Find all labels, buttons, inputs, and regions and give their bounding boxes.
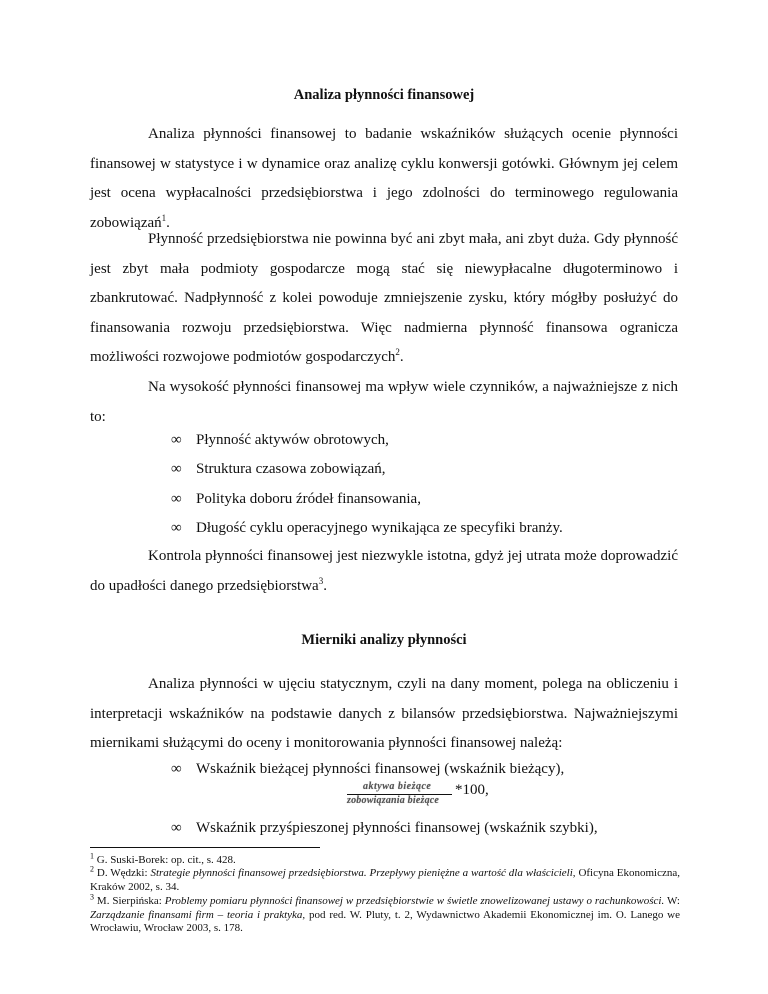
- footnote-1: [90, 851, 680, 868]
- footnote-2-number: 2: [90, 864, 94, 874]
- paragraph-measures-text: Analiza płynności w ujęciu statycznym, czyli na dany moment, polega na obliczeniu i interpretacji wskaźników na podstawie danych z bilansów przedsiębiorstwa. Najważniejszymi miernikami służącymi do oceny i monitorowania płynności finansowej należą:: [90, 676, 678, 751]
- list-item-factor-1: [171, 432, 389, 449]
- formula-numerator: aktywa bieżące: [363, 781, 432, 792]
- footnote-3-publisher: pod red. W. Pluty, t. 2, Wydawnictwo Akademii Ekonomicznej im. O. Lanego we Wrocławiu, Wrocław 2003, s. 178.: [90, 908, 680, 934]
- paragraph-factors-text: Na wysokość płynności finansowej ma wpływ wiele czynników, a najważniejsze z nich to:: [90, 379, 678, 425]
- footnote-2-author: D. Wędzki:: [94, 867, 151, 879]
- paragraph-intro-text: Analiza płynności finansowej to badanie wskaźników służących ocenie płynności finansowej w statystyce i w dynamice oraz analizę cyklu konwersji gotówki. Głównym jej celem jest ocena wypłacalności przedsiębiorstwa i jego zdolności do terminowego regulowania zobowiązań: [90, 126, 678, 231]
- formula-current-ratio: [345, 781, 455, 811]
- list-item-quick-ratio-text: Wskaźnik przyśpieszonej płynności finansowej (wskaźnik szybki),: [196, 820, 598, 836]
- paragraph-liquidity-level: [90, 225, 678, 373]
- list-item-factor-2: [171, 461, 386, 478]
- footnote-3-number: 3: [90, 892, 94, 902]
- paragraph-control-end: .: [323, 577, 327, 594]
- paragraph-measures: [90, 670, 678, 759]
- bullet-icon: ∞: [171, 761, 182, 777]
- heading-measures: Mierniki analizy płynności: [301, 632, 467, 648]
- paragraph-liquidity-level-end: .: [399, 349, 404, 365]
- list-item-factor-4-text: Długość cyklu operacyjnego wynikająca ze specyfiki branży.: [196, 520, 563, 536]
- list-item-factor-2-text: Struktura czasowa zobowiązań,: [196, 461, 386, 477]
- footnote-3-book-title: Zarządzanie finansami firm – teoria i praktyka,: [90, 908, 306, 921]
- paragraph-intro: [90, 120, 678, 238]
- heading-liquidity-analysis: Analiza płynności finansowej: [293, 87, 475, 103]
- footnote-1-text: G. Suski-Borek: op. cit., s. 428.: [94, 854, 236, 866]
- bullet-icon: ∞: [171, 491, 182, 507]
- footnote-divider: [90, 847, 320, 848]
- bullet-icon: ∞: [171, 520, 182, 536]
- footnote-ref-2: 2: [395, 347, 400, 357]
- footnote-2-publisher: Oficyna Ekonomiczna, Kraków 2002, s. 34.: [90, 867, 680, 893]
- list-item-quick-ratio: [171, 820, 598, 837]
- footnote-3-title: Problemy pomiaru płynności finansowej w przedsiębiorstwie w świetle znowelizowanej ustawy o rachunkowości.: [164, 895, 665, 907]
- footnote-3-author: M. Sierpińska:: [94, 895, 165, 907]
- footnote-3: [90, 892, 680, 936]
- paragraph-factors: [90, 373, 678, 432]
- footnote-3-in: W:: [664, 895, 680, 907]
- paragraph-liquidity-level-text: Płynność przedsiębiorstwa nie powinna być ani zbyt mała, ani zbyt duża. Gdy płynność jest zbyt mała podmioty gospodarcze mogą stać się niewypłacalne długoterminowo i zbankrutować. Nadpłynność z kolei powoduje zmniejszenie zysku, który mógłby posłużyć do finansowania rozwoju przedsiębiorstwa. Więc nadmierna płynność finansowa ogranicza możliwości rozwojowe podmiotów gospodarczych: [90, 231, 678, 365]
- list-item-factor-3-text: Polityka doboru źródeł finansowania,: [196, 491, 421, 507]
- list-item-current-ratio-text: Wskaźnik bieżącej płynności finansowej (wskaźnik bieżący),: [196, 761, 565, 777]
- bullet-icon: ∞: [171, 820, 182, 836]
- list-item-factor-3: [171, 491, 421, 508]
- bullet-icon: ∞: [171, 432, 182, 448]
- paragraph-intro-end: .: [166, 214, 170, 231]
- paragraph-control-text: Kontrola płynności finansowej jest niezwykle istotna, gdyż jej utrata może doprowadzić do upadłości danego przedsiębiorstwa: [90, 548, 678, 594]
- footnote-1-number: 1: [90, 851, 94, 861]
- formula-denominator: zobowiązania bieżące: [347, 795, 440, 806]
- list-item-factor-4: [171, 520, 563, 537]
- paragraph-control: [90, 542, 678, 601]
- bullet-icon: ∞: [171, 461, 182, 477]
- footnote-2: [90, 864, 680, 894]
- formula-suffix: *100,: [455, 782, 489, 798]
- footnote-ref-3: 3: [318, 575, 324, 586]
- footnote-ref-1: 1: [161, 212, 167, 223]
- list-item-current-ratio: [171, 761, 564, 778]
- footnote-2-title: Strategie płynności finansowej przedsiębiorstwa. Przepływy pieniężne a wartość dla właścicieli,: [150, 867, 576, 879]
- list-item-factor-1-text: Płynność aktywów obrotowych,: [196, 432, 389, 448]
